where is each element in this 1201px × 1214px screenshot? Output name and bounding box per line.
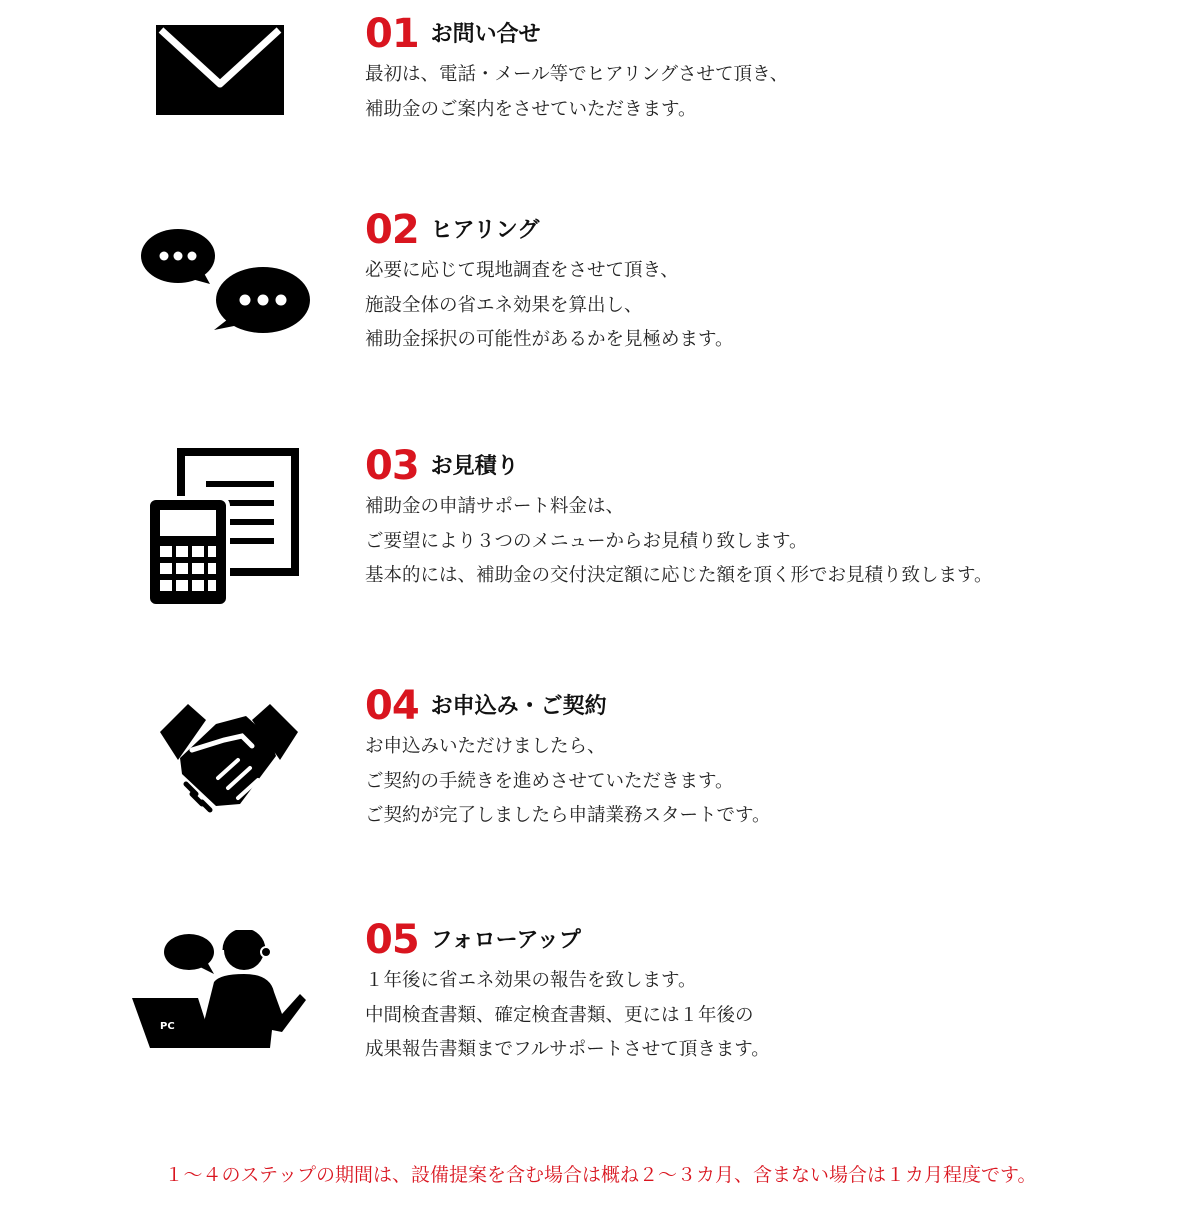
step-description-line: ご要望により３つのメニューからお見積り致します。 <box>365 530 808 552</box>
step-description-line: 成果報告書類までフルサポートさせて頂きます。 <box>365 1039 770 1060</box>
step-description-line: 補助金採択の可能性があるかを見極めます。 <box>365 329 734 350</box>
envelope-icon <box>155 24 285 116</box>
step-title: お申込み・ご契約 <box>430 694 607 719</box>
step-description-line: 補助金の申請サポート料金は、 <box>365 496 625 517</box>
step-title: お問い合せ <box>430 22 541 47</box>
step-description-line: 必要に応じて現地調査をさせて頂き、 <box>365 260 679 281</box>
step-number: 03 <box>365 443 419 489</box>
step-description-line: 補助金のご案内をさせていただきます。 <box>365 98 697 120</box>
period-footnote: １～４のステップの期間は、設備提案を含む場合は概ね２～３カ月、含まない場合は１カ月程度です。 <box>164 1164 1037 1186</box>
pc-label: PC <box>160 1021 175 1032</box>
step-05-text <box>365 918 770 1068</box>
speech-bubbles-icon <box>140 228 312 334</box>
support-operator-icon <box>132 930 308 1048</box>
step-04-text <box>365 684 771 834</box>
step-03-text <box>365 444 993 594</box>
step-number: 04 <box>365 683 419 729</box>
step-description-line: ご契約が完了しましたら申請業務スタートです。 <box>365 805 771 826</box>
step-description-line: 施設全体の省エネ効果を算出し、 <box>365 294 643 316</box>
step-number: 01 <box>365 11 419 57</box>
calculator-document-icon <box>148 448 301 606</box>
step-02-text <box>365 208 734 358</box>
step-title: フォローアップ <box>430 928 581 953</box>
step-description-line: １年後に省エネ効果の報告を致します。 <box>365 970 697 991</box>
handshake-icon <box>158 702 300 814</box>
step-title: ヒアリング <box>430 218 540 243</box>
step-title: お見積り <box>430 454 519 479</box>
step-description-line: お申込みいただけましたら、 <box>365 736 606 757</box>
step-description-line: 基本的には、補助金の交付決定額に応じた額を頂く形でお見積り致します。 <box>365 565 993 586</box>
step-01-text <box>365 12 788 127</box>
step-description-line: ご契約の手続きを進めさせていただきます。 <box>365 770 734 792</box>
step-description-line: 最初は、電話・メール等でヒアリングさせて頂き、 <box>365 64 789 85</box>
step-description-line: 中間検査書類、確定検査書類、更には１年後の <box>365 1004 754 1026</box>
step-number: 05 <box>365 917 419 963</box>
step-number: 02 <box>365 207 419 253</box>
